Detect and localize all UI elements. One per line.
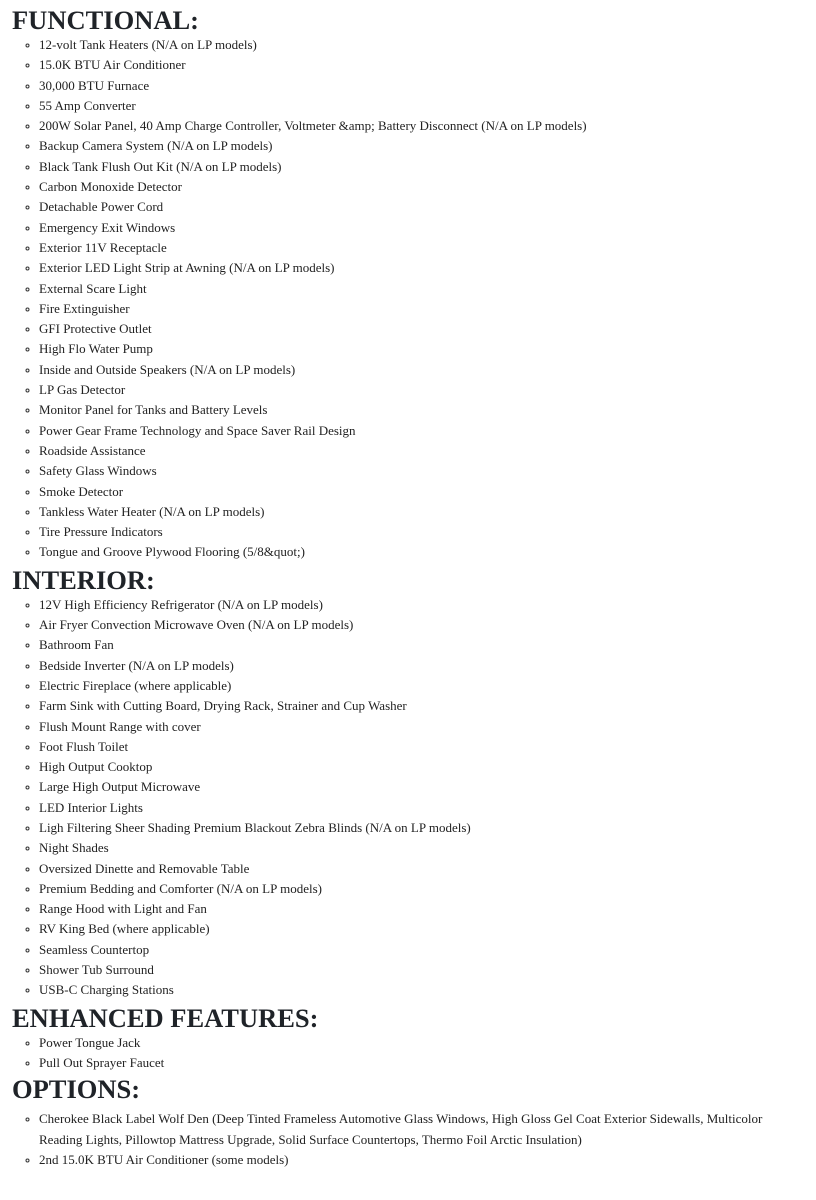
section-interior (12, 565, 804, 1001)
section-heading: INTERIOR: (12, 564, 155, 595)
list-item: ◦ USB-C Charging Stations (39, 980, 804, 1000)
section-enhanced-features (12, 1003, 804, 1074)
list-item: ◦ Oversized Dinette and Removable Table (39, 859, 804, 879)
list-item: ◦ Pull Out Sprayer Faucet (39, 1053, 804, 1073)
list-item: ◦ Cherokee Black Label Wolf Den (Deep Tinted Frameless Automotive Glass Windows, High Gloss Gel Coat Exterior Sidewalls, Multicolor Reading Lights, Pillowtop Mattress Upgrade, Solid Surface Countertops, Thermo Foil Arctic Insulation) (39, 1109, 804, 1150)
list-item: ◦ Power Tongue Jack (39, 1033, 804, 1053)
section-heading: FUNCTIONAL: (12, 5, 199, 35)
list-item: ◦ Smoke Detector (39, 482, 804, 502)
list-item: ◦ Bathroom Fan (39, 635, 804, 655)
list-item: ◦ 12V High Efficiency Refrigerator (N/A on LP models) (39, 595, 804, 615)
list-item: ◦ External Scare Light (39, 279, 804, 299)
list-item: ◦ Backup Camera System (N/A on LP models) (39, 136, 804, 156)
feature-list (12, 1033, 804, 1074)
list-item: ◦ Exterior LED Light Strip at Awning (N/A on LP models) (39, 258, 804, 278)
list-item: ◦ Fire Extinguisher (39, 299, 804, 319)
section-functional (12, 0, 804, 563)
list-item: ◦ Air Fryer Convection Microwave Oven (N/A on LP models) (39, 615, 804, 635)
list-item: ◦ Electric Fireplace (where applicable) (39, 676, 804, 696)
list-item: ◦ RV King Bed (where applicable) (39, 919, 804, 939)
list-item: ◦ Roadside Assistance (39, 441, 804, 461)
list-item: ◦ 55 Amp Converter (39, 96, 804, 116)
list-item: ◦ 2nd 15.0K BTU Air Conditioner (some models) (39, 1150, 804, 1170)
list-item: ◦ LP Gas Detector (39, 380, 804, 400)
list-item: ◦ Exterior 11V Receptacle (39, 238, 804, 258)
list-item: ◦ Monitor Panel for Tanks and Battery Levels (39, 400, 804, 420)
list-item: ◦ Foot Flush Toilet (39, 737, 804, 757)
list-item: ◦ 15.0K BTU Air Conditioner (39, 55, 804, 75)
list-item: ◦ Large High Output Microwave (39, 777, 804, 797)
list-item: ◦ Night Shades (39, 838, 804, 858)
section-options (12, 1074, 804, 1170)
list-item: ◦ Tire Pressure Indicators (39, 522, 804, 542)
list-item: ◦ Seamless Countertop (39, 940, 804, 960)
list-item: ◦ Shower Tub Surround (39, 960, 804, 980)
section-heading: OPTIONS: (12, 1074, 141, 1105)
feature-list (12, 35, 804, 563)
feature-list (12, 595, 804, 1001)
list-item: ◦ Farm Sink with Cutting Board, Drying Rack, Strainer and Cup Washer (39, 696, 804, 716)
list-item: ◦ Tankless Water Heater (N/A on LP models) (39, 502, 804, 522)
list-item: ◦ Black Tank Flush Out Kit (N/A on LP models) (39, 157, 804, 177)
feature-list (12, 1109, 804, 1170)
list-item: ◦ Tongue and Groove Plywood Flooring (5/8&quot;) (39, 542, 804, 562)
list-item: ◦ Range Hood with Light and Fan (39, 899, 804, 919)
list-item: ◦ 30,000 BTU Furnace (39, 76, 804, 96)
list-item: ◦ High Flo Water Pump (39, 339, 804, 359)
list-item: ◦ 12-volt Tank Heaters (N/A on LP models) (39, 35, 804, 55)
list-item: ◦ 200W Solar Panel, 40 Amp Charge Controller, Voltmeter &amp; Battery Disconnect (N/A on LP models) (39, 116, 804, 136)
list-item: ◦ Safety Glass Windows (39, 461, 804, 481)
list-item: ◦ Bedside Inverter (N/A on LP models) (39, 656, 804, 676)
list-item: ◦ High Output Cooktop (39, 757, 804, 777)
list-item: ◦ GFI Protective Outlet (39, 319, 804, 339)
list-item: ◦ Flush Mount Range with cover (39, 717, 804, 737)
list-item: ◦ Inside and Outside Speakers (N/A on LP models) (39, 360, 804, 380)
list-item: ◦ Emergency Exit Windows (39, 218, 804, 238)
list-item: ◦ Premium Bedding and Comforter (N/A on LP models) (39, 879, 804, 899)
list-item: ◦ Power Gear Frame Technology and Space Saver Rail Design (39, 421, 804, 441)
section-heading: ENHANCED FEATURES: (12, 1002, 319, 1033)
list-item: ◦ Carbon Monoxide Detector (39, 177, 804, 197)
list-item: ◦ Ligh Filtering Sheer Shading Premium Blackout Zebra Blinds (N/A on LP models) (39, 818, 804, 838)
list-item: ◦ Detachable Power Cord (39, 197, 804, 217)
list-item: ◦ LED Interior Lights (39, 798, 804, 818)
